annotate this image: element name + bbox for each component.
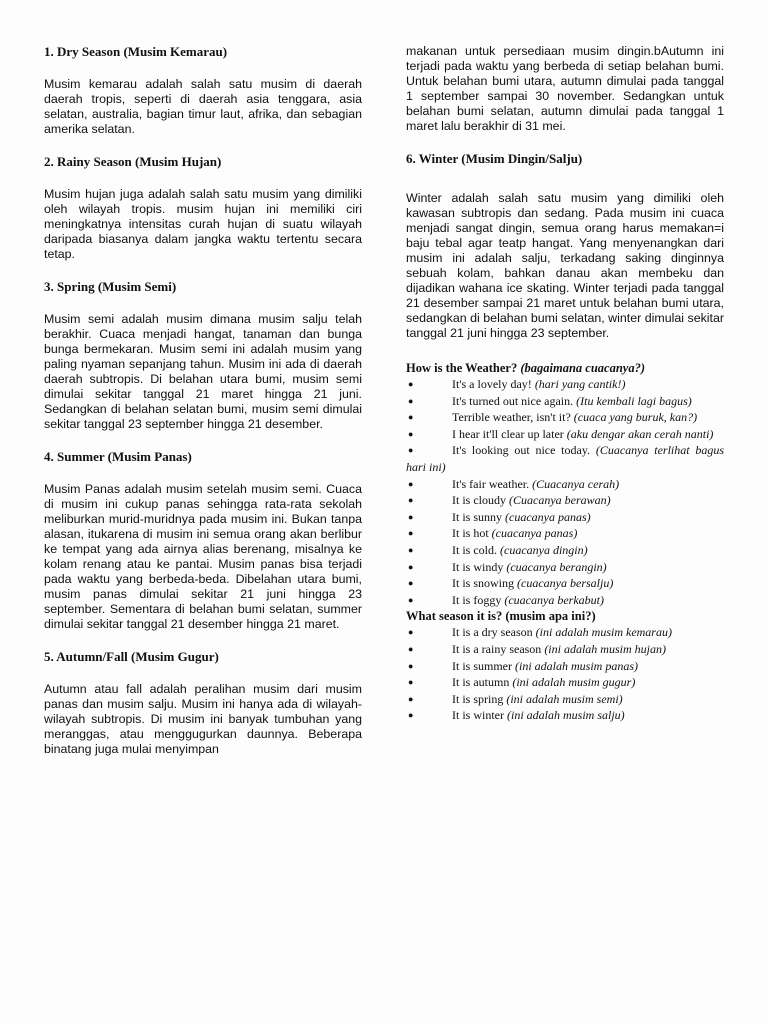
section-body-winter: Winter adalah salah satu musim yang dimiliki oleh kawasan subtropis dan sedang. Pada musim ini cuaca menjadi sangat dingin, semua orang harus memakan=i baju tebal agar teatp hangat. Yang menyenangkan dari musim ini adalah salju, terkadang saking dinginnya sebuah kolam, bahkan danau akan membeku dan dijadikan wahana ice skating. Winter terjadi pada tanggal 21 desember sampai 21 maret untuk belahan bumi utara, sedangkan di belahan bumi selatan, winter dimulai sekitar tanggal 21 juni hingga 23 september. (406, 191, 724, 340)
list-item: ● Terrible weather, isn't it? (cuaca yang buruk, kan?) (406, 409, 724, 426)
list-item: ● It is summer (ini adalah musim panas) (406, 658, 724, 675)
list-item: ● It's fair weather. (Cuacanya cerah) (406, 476, 724, 493)
section-body-dry-season: Musim kemarau adalah salah satu musim di daerah daerah tropis, seperti di daerah asia tenggara, asia selatan, australia, bagian timur laut, afrika, dan sebagian amerika selatan. (44, 77, 362, 136)
section-heading-winter: 6. Winter (Musim Dingin/Salju) (406, 151, 583, 166)
season-phrase-list (406, 624, 724, 724)
section-heading-spring: 3. Spring (Musim Semi) (44, 279, 177, 294)
list-item: ● I hear it'll clear up later (aku dengar akan cerah nanti) (406, 426, 724, 443)
list-item: ● It is snowing (cuacanya bersalju) (406, 575, 724, 592)
section-heading-summer: 4. Summer (Musim Panas) (44, 449, 192, 464)
list-item: ● It is cold. (cuacanya dingin) (406, 542, 724, 559)
list-item: ● It is foggy (cuacanya berkabut) (406, 592, 724, 609)
list-item: ● It is spring (ini adalah musim semi) (406, 691, 724, 708)
list-item: ● It's turned out nice again. (Itu kembali lagi bagus) (406, 393, 724, 410)
section-body-spring: Musim semi adalah musim dimana musim salju telah berakhir. Cuaca menjadi hangat, tanaman dan bunga bunga bermekaran. Musim semi ini adalah musim yang paling nyaman sepanjang tahun. Musim ini ada di daerah daerah subtropis. Di belahan utara bumi, musim semi dimulai sekitar tanggal 21 maret hingga 21 juni. Sedangkan di belahan selatan bumi, musim semi dimulai sekitar tanggal 23 september hingga 21 desember. (44, 312, 362, 431)
section-body-autumn: Autumn atau fall adalah peralihan musim dari musim panas dan musim salju. Musim ini hanya ada di wilayah-wilayah subtropis. Di musim ini banyak tumbuhan yang meranggas, atau menggugurkan daunnya. Beberapa binatang juga mulai menyimpan (44, 682, 362, 756)
list-item: ● It's looking out nice today. (Cuacanya terlihat bagus hari ini) (406, 442, 724, 475)
list-item: ● It is sunny (cuacanya panas) (406, 509, 724, 526)
section-body-autumn-continued: makanan untuk persediaan musim dingin.bAutumn ini terjadi pada waktu yang berbeda di setiap belahan bumi. Untuk belahan bumi utara, autumn dimulai pada tanggal 1 september sampai 30 november. Sedangkan untuk belahan bumi selatan, autumn dimulai pada tanggal 1 maret lalu berakhir di 31 mei. (406, 44, 724, 133)
section-body-summer: Musim Panas adalah musim setelah musim semi. Cuaca di musim ini cukup panas sehingga rata-rata sekolah meliburkan murid-muridnya pada musim ini. Bukan tanpa alasan, itukarena di musim ini semua orang akan berlibur ke tempat yang ada airnya alias berenang, misalnya ke kolam renang atau ke pantai. Musim panas bisa terjadi pada waktu yang berbeda-beda. Dibelahan utara bumi, musim panas dimulai sekitar 21 juni hingga 23 september. Sementara di belahan bumi selatan, summer dimulai sekitar tanggal 21 desember hingga 21 maret. (44, 482, 362, 631)
list-item: ● It is cloudy (Cuacanya berawan) (406, 492, 724, 509)
section-heading-autumn: 5. Autumn/Fall (Musim Gugur) (44, 649, 219, 664)
list-item: ● It's a lovely day! (hari yang cantik!) (406, 376, 724, 393)
list-item: ● It is autumn (ini adalah musim gugur) (406, 674, 724, 691)
section-heading-dry-season: 1. Dry Season (Musim Kemarau) (44, 44, 228, 59)
list-item: ● It is a rainy season (ini adalah musim hujan) (406, 641, 724, 658)
weather-phrase-list (406, 376, 724, 608)
left-column (44, 44, 362, 757)
list-item: ● It is hot (cuacanya panas) (406, 525, 724, 542)
weather-heading: How is the Weather? (bagaimana cuacanya?) (406, 361, 645, 375)
section-heading-rainy-season: 2. Rainy Season (Musim Hujan) (44, 154, 222, 169)
list-item: ● It is windy (cuacanya berangin) (406, 559, 724, 576)
season-heading: What season it is? (musim apa ini?) (406, 609, 596, 624)
list-item: ● It is winter (ini adalah musim salju) (406, 707, 724, 724)
section-body-rainy-season: Musim hujan juga adalah salah satu musim yang dimiliki oleh wilayah tropis. musim hujan ini memiliki ciri meningkatnya intensitas curah hujan di suatu wilayah daripada biasanya dalam jangka waktu tertentu secara tetap. (44, 187, 362, 261)
list-item: ● It is a dry season (ini adalah musim kemarau) (406, 624, 724, 641)
right-column (406, 44, 724, 724)
